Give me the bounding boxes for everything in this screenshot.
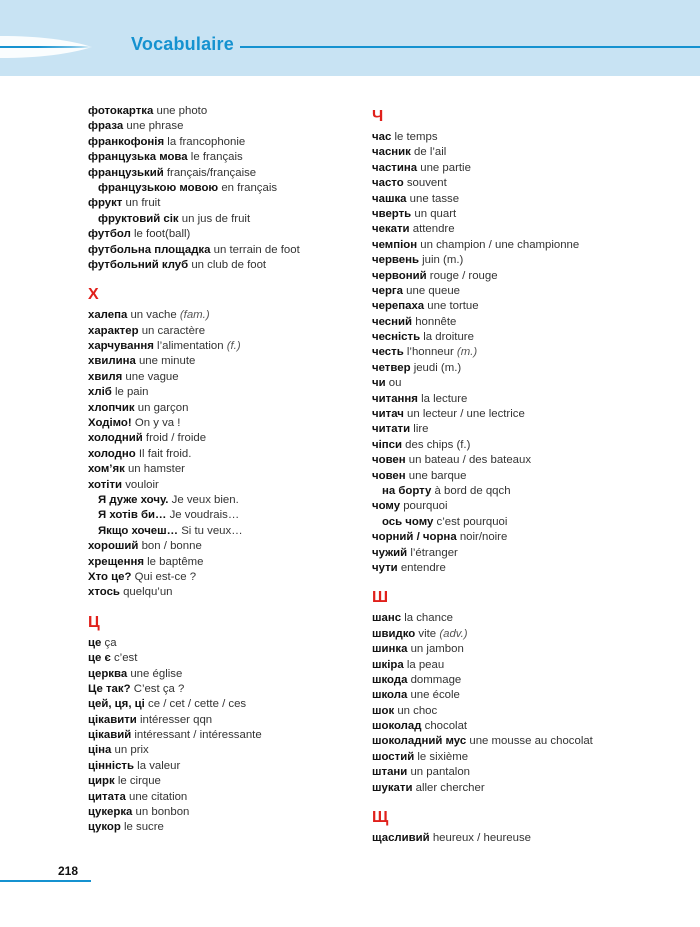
vocabulary-subentry xyxy=(88,524,378,539)
vocabulary-entry xyxy=(88,555,378,570)
entry-translation: un lecteur / une lectrice xyxy=(403,408,525,421)
entry-translation: un jambon xyxy=(407,643,464,656)
entry-headword: чому xyxy=(372,500,401,513)
vocabulary-entry xyxy=(88,774,378,789)
entry-headword: фруктовий сік xyxy=(98,212,179,225)
vocabulary-entry xyxy=(372,530,662,545)
entry-headword: характер xyxy=(88,324,139,337)
entry-translation: Qui est-ce ? xyxy=(131,570,197,583)
vocabulary-entry xyxy=(372,734,662,749)
page-title: Vocabulaire xyxy=(131,34,234,54)
entry-translation: un pantalon xyxy=(407,766,471,779)
entry-headword: чемпіон xyxy=(372,238,418,251)
entry-headword: хрещення xyxy=(88,555,144,568)
entry-headword: часник xyxy=(372,146,411,159)
vocabulary-entry xyxy=(372,719,662,734)
entry-headword: хліб xyxy=(88,386,112,399)
entry-translation: une photo xyxy=(153,105,208,117)
entry-headword: Я дуже хочу. xyxy=(98,493,169,506)
vocabulary-entry xyxy=(372,192,662,207)
entry-translation: lire xyxy=(410,423,429,436)
entry-translation: le baptême xyxy=(143,555,204,568)
entry-headword: цитата xyxy=(88,790,126,803)
entry-headword: цукерка xyxy=(88,806,133,819)
entry-translation: une phrase xyxy=(123,120,184,133)
entry-translation: froid / froide xyxy=(142,432,207,445)
entry-headword: честь xyxy=(372,346,404,359)
vocabulary-entry xyxy=(372,422,662,437)
vocabulary-entry xyxy=(372,392,662,407)
entry-translation: le temps xyxy=(391,131,438,143)
entry-translation: des chips (f.) xyxy=(402,438,471,451)
entry-translation: Si tu veux… xyxy=(178,524,243,537)
vocabulary-entry xyxy=(372,253,662,268)
entry-translation: une queue xyxy=(403,284,461,297)
entry-headword: човен xyxy=(372,469,406,482)
entry-headword: чесний xyxy=(372,315,413,328)
vocabulary-entry xyxy=(88,354,378,369)
vocabulary-entry xyxy=(88,431,378,446)
entry-translation: le sucre xyxy=(120,821,164,834)
entry-translation: vouloir xyxy=(122,478,159,491)
entry-translation: entendre xyxy=(397,561,446,574)
vocabulary-entry xyxy=(88,728,378,743)
vocabulary-entry xyxy=(372,299,662,314)
entry-translation: l’honneur xyxy=(403,346,457,359)
vocabulary-entry xyxy=(88,119,378,134)
vocabulary-entry xyxy=(88,370,378,385)
entry-headword: франкофонія xyxy=(88,135,165,148)
entry-headword: черепаха xyxy=(372,300,425,313)
entry-translation: en français xyxy=(218,181,278,194)
entry-headword: футбольний клуб xyxy=(88,258,189,271)
vocabulary-entry xyxy=(372,222,662,237)
entry-headword: часто xyxy=(372,177,404,190)
entry-headword: шкіра xyxy=(372,658,404,671)
entry-translation: un prix xyxy=(111,744,149,757)
entry-translation: l’étranger xyxy=(407,546,458,559)
entry-translation: un club de foot xyxy=(188,258,267,271)
entry-translation: une mousse au chocolat xyxy=(466,735,593,748)
entry-translation: une vague xyxy=(122,370,179,383)
entry-headword: фотокартка xyxy=(88,105,154,117)
entry-translation: c’est xyxy=(110,652,138,665)
entry-translation: à bord de qqch xyxy=(431,484,511,497)
entry-translation: bon / bonne xyxy=(138,540,202,553)
entry-translation: un bateau / des bateaux xyxy=(405,454,532,467)
vocabulary-entry xyxy=(88,196,378,211)
entry-headword: Ходімо! xyxy=(88,417,132,430)
entry-translation: Je voudrais… xyxy=(166,509,240,522)
entry-headword: французька мова xyxy=(88,151,188,164)
vocabulary-entry xyxy=(88,339,378,354)
entry-translation: rouge / rouge xyxy=(426,269,498,282)
vocabulary-entry xyxy=(372,330,662,345)
vocabulary-entry xyxy=(88,258,378,273)
entry-headword: футбол xyxy=(88,228,131,241)
entry-headword: шок xyxy=(372,704,395,717)
section-letter: Х xyxy=(88,286,99,304)
section-letter: Ш xyxy=(372,589,389,607)
entry-translation: attendre xyxy=(409,223,455,236)
entry-headword: хтось xyxy=(88,586,120,599)
entry-translation: un hamster xyxy=(124,463,185,476)
vocabulary-entry xyxy=(372,546,662,561)
entry-translation: la droiture xyxy=(420,331,474,344)
entry-headword: цирк xyxy=(88,775,115,788)
entry-headword: чорний / чорна xyxy=(372,531,457,544)
vocabulary-entry xyxy=(372,627,662,642)
vocabulary-entry xyxy=(372,376,662,391)
entry-headword: шанс xyxy=(372,612,402,625)
entry-translation: une partie xyxy=(417,161,471,174)
vocabulary-entry xyxy=(372,345,662,360)
vocabulary-entry xyxy=(88,759,378,774)
entry-translation: ou xyxy=(385,377,402,390)
entry-translation: un vache xyxy=(127,309,180,322)
vocabulary-entry xyxy=(88,447,378,462)
entry-translation: vite xyxy=(415,627,440,640)
vocabulary-entry xyxy=(372,499,662,514)
vocabulary-entry xyxy=(88,539,378,554)
entry-headword: халепа xyxy=(88,309,128,322)
vocabulary-subentry xyxy=(88,212,378,227)
entry-grammar-note: (adv.) xyxy=(439,627,468,640)
entry-translation: un fruit xyxy=(122,197,161,210)
entry-headword: французькою мовою xyxy=(98,181,219,194)
entry-translation: la peau xyxy=(403,658,445,671)
vocabulary-entry xyxy=(372,781,662,796)
vocabulary-entry xyxy=(88,308,378,323)
entry-translation: Je veux bien. xyxy=(168,493,239,506)
vocabulary-column-right xyxy=(372,104,662,846)
vocabulary-entry xyxy=(88,820,378,835)
entry-translation: l’alimentation xyxy=(153,340,227,353)
entry-translation: Il fait froid. xyxy=(135,447,192,460)
vocabulary-entry xyxy=(372,561,662,576)
vocabulary-entry xyxy=(88,667,378,682)
entry-headword: хвилина xyxy=(88,355,136,368)
entry-headword: хлопчик xyxy=(88,401,135,414)
vocabulary-column-left xyxy=(88,104,378,836)
entry-translation: un bonbon xyxy=(132,806,190,819)
entry-translation: le foot(ball) xyxy=(130,228,191,241)
vocabulary-entry xyxy=(88,462,378,477)
entry-translation: le cirque xyxy=(114,775,161,788)
entry-translation: le pain xyxy=(111,386,149,399)
entry-headword: хороший xyxy=(88,540,139,553)
vocabulary-subentry xyxy=(88,508,378,523)
vocabulary-entry xyxy=(372,704,662,719)
entry-headword: церква xyxy=(88,667,128,680)
entry-translation: un choc xyxy=(394,704,438,717)
vocabulary-entry xyxy=(372,611,662,626)
vocabulary-entry xyxy=(372,269,662,284)
vocabulary-entry xyxy=(88,150,378,165)
entry-headword: французький xyxy=(88,166,164,179)
entry-headword: це є xyxy=(88,652,111,665)
entry-translation: un terrain de foot xyxy=(210,243,300,256)
entry-headword: фрукт xyxy=(88,197,123,210)
entry-headword: чашка xyxy=(372,192,407,205)
vocabulary-entry xyxy=(372,765,662,780)
entry-headword: холодно xyxy=(88,447,136,460)
entry-headword: човен xyxy=(372,454,406,467)
entry-translation: quelqu’un xyxy=(119,586,173,599)
entry-translation: la chance xyxy=(401,612,453,625)
entry-headword: чіпси xyxy=(372,438,402,451)
entry-translation: une tasse xyxy=(406,192,460,205)
entry-translation: un caractère xyxy=(138,324,206,337)
entry-headword: штани xyxy=(372,766,408,779)
entry-translation: juin (m.) xyxy=(418,254,464,267)
header-decoration xyxy=(0,0,700,76)
vocabulary-entry xyxy=(372,688,662,703)
entry-headword: хотіти xyxy=(88,478,123,491)
entry-headword: Якщо хочеш… xyxy=(98,524,179,537)
vocabulary-entry xyxy=(88,416,378,431)
vocabulary-entry xyxy=(372,658,662,673)
entry-translation: une école xyxy=(407,689,460,702)
entry-headword: частина xyxy=(372,161,418,174)
entry-translation: un quart xyxy=(411,207,457,220)
entry-headword: чути xyxy=(372,561,398,574)
entry-translation: une tortue xyxy=(424,300,479,313)
entry-translation: intéresser qqn xyxy=(136,713,213,726)
entry-translation: aller chercher xyxy=(412,781,485,794)
entry-translation: un jus de fruit xyxy=(178,212,251,225)
entry-translation: une minute xyxy=(135,355,196,368)
entry-headword: чекати xyxy=(372,223,410,236)
entry-headword: щасливий xyxy=(372,832,430,845)
vocabulary-entry xyxy=(88,697,378,712)
entry-headword: червоний xyxy=(372,269,427,282)
vocabulary-entry xyxy=(372,284,662,299)
vocabulary-subentry xyxy=(372,515,662,530)
vocabulary-entry xyxy=(88,585,378,600)
entry-headword: цей, ця, ці xyxy=(88,698,145,711)
entry-headword: цукор xyxy=(88,821,121,834)
entry-headword: ось чому xyxy=(382,515,434,528)
entry-headword: чесність xyxy=(372,331,421,344)
vocabulary-entry xyxy=(372,750,662,765)
footer-rule xyxy=(0,880,91,882)
entry-translation: heureux / heureuse xyxy=(429,832,531,845)
entry-translation: ce / cet / cette / ces xyxy=(144,698,247,711)
entry-headword: Я хотів би… xyxy=(98,509,167,522)
entry-translation: souvent xyxy=(403,177,447,190)
vocabulary-entry xyxy=(372,176,662,191)
vocabulary-entry xyxy=(372,361,662,376)
vocabulary-entry xyxy=(88,324,378,339)
entry-headword: хвиля xyxy=(88,370,123,383)
vocabulary-entry xyxy=(88,682,378,697)
entry-headword: холодний xyxy=(88,432,143,445)
vocabulary-subentry xyxy=(88,493,378,508)
entry-headword: чужий xyxy=(372,546,408,559)
entry-translation: de l’ail xyxy=(410,146,447,159)
entry-translation: la valeur xyxy=(134,759,181,772)
entry-headword: червень xyxy=(372,254,419,267)
vocabulary-entry xyxy=(88,227,378,242)
entry-headword: шкода xyxy=(372,673,408,686)
entry-translation: pourquoi xyxy=(400,500,448,513)
vocabulary-entry xyxy=(88,401,378,416)
entry-translation: une église xyxy=(127,667,183,680)
entry-translation: ça xyxy=(101,636,117,649)
entry-grammar-note: (fam.) xyxy=(179,309,210,322)
entry-headword: цікавий xyxy=(88,729,132,742)
entry-translation: chocolat xyxy=(421,720,468,733)
vocabulary-entry xyxy=(88,478,378,493)
entry-headword: футбольна площадка xyxy=(88,243,211,256)
entry-headword: чверть xyxy=(372,207,412,220)
entry-translation: c’est pourquoi xyxy=(433,515,508,528)
entry-translation: intéressant / intéressante xyxy=(131,729,262,742)
entry-translation: noir/noire xyxy=(456,531,508,544)
entry-translation: On y va ! xyxy=(131,417,181,430)
entry-translation: la francophonie xyxy=(164,135,246,148)
entry-headword: шукати xyxy=(372,781,413,794)
vocabulary-entry xyxy=(88,651,378,666)
vocabulary-entry xyxy=(88,790,378,805)
entry-translation: honnête xyxy=(412,315,457,328)
entry-translation: un champion / une championne xyxy=(417,238,580,251)
entry-grammar-note: (f.) xyxy=(226,340,241,353)
vocabulary-entry xyxy=(372,145,662,160)
entry-headword: читати xyxy=(372,423,411,436)
page-number: 218 xyxy=(58,864,79,878)
entry-headword: читач xyxy=(372,408,404,421)
entry-headword: четвер xyxy=(372,361,411,374)
entry-headword: Хто це? xyxy=(88,570,132,583)
entry-headword: читання xyxy=(372,392,418,405)
vocabulary-entry xyxy=(372,315,662,330)
entry-translation: le français xyxy=(187,151,243,164)
vocabulary-entry xyxy=(372,238,662,253)
entry-translation: jeudi (m.) xyxy=(410,361,462,374)
vocabulary-entry xyxy=(88,570,378,585)
entry-headword: шоколадний мус xyxy=(372,735,467,748)
entry-translation: C’est ça ? xyxy=(130,682,185,695)
vocabulary-entry xyxy=(372,161,662,176)
vocabulary-entry xyxy=(372,642,662,657)
vocabulary-entry xyxy=(88,243,378,258)
entry-headword: школа xyxy=(372,689,408,702)
entry-headword: Це так? xyxy=(88,682,131,695)
vocabulary-entry xyxy=(372,130,662,145)
entry-translation: une barque xyxy=(405,469,467,482)
vocabulary-entry xyxy=(372,673,662,688)
vocabulary-subentry xyxy=(88,181,378,196)
section-letter: Щ xyxy=(372,809,389,827)
entry-translation: la lecture xyxy=(417,392,468,405)
vocabulary-entry xyxy=(372,407,662,422)
vocabulary-entry xyxy=(88,166,378,181)
entry-headword: фраза xyxy=(88,120,124,133)
entry-grammar-note: (m.) xyxy=(456,346,478,359)
vocabulary-subentry xyxy=(372,484,662,499)
entry-headword: швидко xyxy=(372,627,416,640)
entry-headword: шоколад xyxy=(372,720,422,733)
entry-headword: черга xyxy=(372,284,403,297)
vocabulary-entry xyxy=(372,469,662,484)
entry-headword: чи xyxy=(372,377,386,390)
vocabulary-entry xyxy=(88,805,378,820)
vocabulary-entry xyxy=(372,438,662,453)
entry-headword: шинка xyxy=(372,643,408,656)
entry-headword: хом’як xyxy=(88,463,125,476)
vocabulary-entry xyxy=(88,713,378,728)
entry-headword: це xyxy=(88,636,102,649)
entry-translation: dommage xyxy=(407,673,462,686)
vocabulary-entry xyxy=(88,743,378,758)
vocabulary-entry xyxy=(372,453,662,468)
section-letter: Ч xyxy=(372,108,384,125)
entry-headword: час xyxy=(372,131,392,143)
entry-headword: цінність xyxy=(88,759,135,772)
entry-translation: français/française xyxy=(163,166,257,179)
vocabulary-entry xyxy=(88,385,378,400)
vocabulary-entry xyxy=(88,636,378,651)
entry-headword: на борту xyxy=(382,484,432,497)
entry-translation: une citation xyxy=(125,790,188,803)
entry-headword: ціна xyxy=(88,744,112,757)
vocabulary-entry xyxy=(372,831,662,846)
vocabulary-entry xyxy=(88,104,378,119)
section-letter: Ц xyxy=(88,613,100,631)
entry-headword: цікавити xyxy=(88,713,137,726)
entry-translation: un garçon xyxy=(134,401,189,414)
entry-headword: харчування xyxy=(88,340,154,353)
vocabulary-entry xyxy=(372,207,662,222)
entry-headword: шостий xyxy=(372,750,415,763)
vocabulary-entry xyxy=(88,135,378,150)
entry-translation: le sixième xyxy=(414,750,469,763)
